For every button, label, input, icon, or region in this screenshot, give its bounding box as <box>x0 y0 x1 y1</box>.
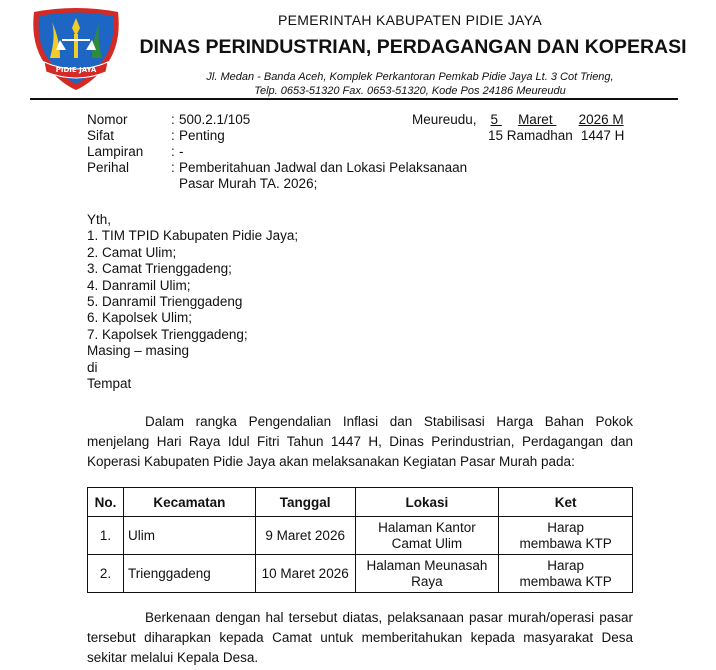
letter-date <box>412 112 624 144</box>
regency-logo <box>30 6 122 92</box>
hijri-day: 15 Ramadhan <box>488 128 573 143</box>
col-header: No. <box>88 488 124 517</box>
schedule-table <box>87 487 633 593</box>
date-place: Meureudu, <box>412 112 477 127</box>
closing-line: Masing – masing <box>87 343 190 359</box>
body-paragraph-1: Dalam rangka Pengendalian Inflasi dan Stabilisasi Harga Bahan Pokok menjelang Hari Raya Idul Fitri Tahun 1447 H, Dinas Perindustrian, Perdagangan dan Koperasi Kabupaten Pidie Jaya akan melaksanakan Kegiatan Pasar Murah pada: <box>87 414 633 469</box>
col-header: Tanggal <box>255 488 355 517</box>
cell-lokasi: Halaman Meunasah Raya <box>355 555 499 593</box>
cell-tanggal: 10 Maret 2026 <box>255 555 355 593</box>
hijri-year: 1447 H <box>580 128 625 143</box>
date-month: Maret <box>518 112 553 127</box>
recipient-item: 1. TIM TPID Kabupaten Pidie Jaya; <box>87 228 299 244</box>
address-line: Jl. Medan - Banda Aceh, Komplek Perkantoran Pemkab Pidie Jaya Lt. 3 Cot Trieng, <box>206 71 614 83</box>
cell-tanggal: 9 Maret 2026 <box>255 517 355 555</box>
letter-meta <box>87 112 467 192</box>
meta-key: Nomor <box>87 112 128 127</box>
col-header: Kecamatan <box>123 488 255 517</box>
closing-line: di <box>87 359 98 375</box>
closing-line: Tempat <box>87 376 132 392</box>
department-name: DINAS PERINDUSTRIAN, PERDAGANGAN DAN KOPERASI <box>139 36 687 58</box>
government-name: PEMERINTAH KABUPATEN PIDIE JAYA <box>278 12 542 28</box>
recipient-item: 7. Kapolsek Trienggadeng; <box>87 326 248 342</box>
meta-value: Pemberitahuan Jadwal dan Lokasi Pelaksanaan <box>179 160 468 175</box>
meta-key: Perihal <box>87 160 130 175</box>
cell-kecamatan: Ulim <box>123 517 255 555</box>
meta-value: Pasar Murah TA. 2026; <box>179 176 318 191</box>
cell-ket: Harap membawa KTP <box>499 555 633 593</box>
col-header: Ket <box>499 488 633 517</box>
table-header-row <box>88 488 633 517</box>
recipient-item: 5. Danramil Trienggadeng <box>87 294 243 310</box>
letterhead-divider <box>30 98 678 100</box>
meta-value: 500.2.1/105 <box>179 112 251 127</box>
recipients <box>87 212 298 392</box>
meta-row-nomor: Nomor : 500.2.1/105 <box>87 112 251 127</box>
cell-kecamatan: Trienggadeng <box>123 555 255 593</box>
letterhead-address <box>150 70 670 98</box>
contact-line: Telp. 0653-51320 Fax. 0653-51320, Kode Pos 24186 Meureudu <box>254 85 566 97</box>
meta-value: Penting <box>179 128 225 143</box>
greeting: Yth, <box>87 212 112 227</box>
date-day: 5 <box>490 112 499 127</box>
meta-row-lampiran: Lampiran : - <box>87 144 184 159</box>
recipient-item: 2. Camat Ulim; <box>87 244 177 260</box>
meta-row-sifat: Sifat : Penting <box>87 128 225 143</box>
recipient-item: 3. Camat Trienggadeng; <box>87 261 232 277</box>
cell-no: 2. <box>88 555 124 593</box>
body-paragraph-2: Berkenaan dengan hal tersebut diatas, pelaksanaan pasar murah/operasi pasar tersebut diharapkan kepada Camat untuk memberitahukan kepada masyarakat Desa sekitar melalui Kepala Desa. <box>87 610 633 665</box>
meta-row-perihal: Perihal : Pemberitahuan Jadwal dan Lokasi Pelaksanaan <box>87 160 468 175</box>
cell-lokasi: Halaman Kantor Camat Ulim <box>355 517 499 555</box>
cell-ket: Harap membawa KTP <box>499 517 633 555</box>
table-row <box>88 555 633 593</box>
meta-key: Lampiran <box>87 144 144 159</box>
meta-row-perihal-cont <box>87 176 467 192</box>
cell-no: 1. <box>88 517 124 555</box>
logo-caption: PIDIE JAYA <box>55 66 97 74</box>
recipient-item: 4. Danramil Ulim; <box>87 277 191 293</box>
table-row <box>88 517 633 555</box>
meta-value: - <box>179 144 184 159</box>
recipient-item: 6. Kapolsek Ulim; <box>87 310 193 326</box>
date-year: 2026 M <box>578 112 624 127</box>
col-header: Lokasi <box>355 488 499 517</box>
meta-key: Sifat <box>87 128 115 143</box>
